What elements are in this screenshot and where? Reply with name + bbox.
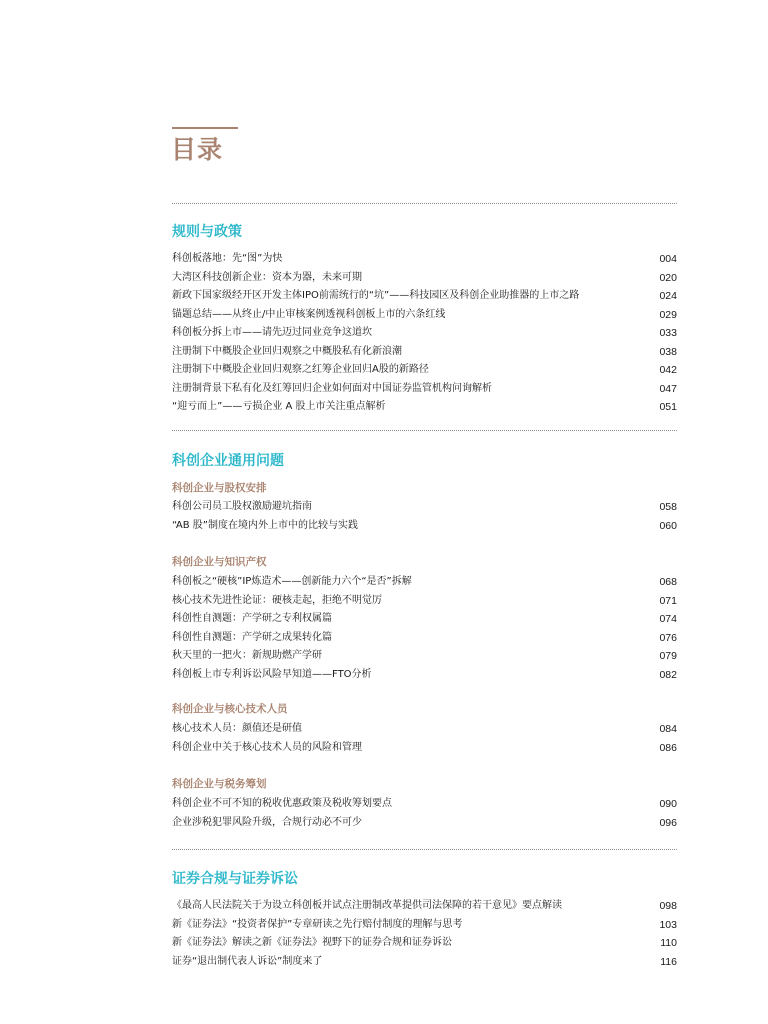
toc-entry-page: 042 [659,364,677,376]
toc-entry[interactable] [172,269,677,288]
toc-entry-title: 大湾区科技创新企业：资本为器，未来可期 [172,271,362,283]
toc-entry-title: 新政下国家级经开区开发主体IPO前需统行的“坑”——科技园区及科创企业助推器的上市之路 [172,290,580,301]
toc-entry-title: 新《证券法》“投资者保护”专章研读之先行赔付制度的理解与思考 [172,918,463,930]
toc-entry-page: 116 [660,955,677,968]
toc-entry-page: 076 [659,631,677,644]
toc-entry-page: 110 [660,937,677,949]
toc-entry[interactable] [172,666,677,685]
section-divider [172,203,677,204]
toc-entry[interactable] [172,306,677,325]
toc-entry-page: 079 [659,650,677,662]
subsection-title-ip: 科创企业与知识产权 [172,556,267,568]
toc-entry-page: 020 [659,271,677,284]
toc-entry[interactable] [172,287,677,306]
toc-entry[interactable] [172,592,677,611]
toc-entry-page: 082 [659,668,677,681]
toc-entry-page: 096 [659,816,677,829]
title-rule [172,127,238,129]
toc-entry[interactable] [172,610,677,629]
subsection-title-tax: 科创企业与税务筹划 [172,778,267,790]
toc-entry-title: 科创公司员工股权激励避坑指南 [172,501,312,512]
toc-entry[interactable] [172,629,677,648]
toc-entry-title: “迎亏而上”——亏损企业 A 股上市关注重点解析 [172,401,386,412]
toc-entry-title: 科创板分拆上市——请先迈过同业竞争这道坎 [172,327,372,338]
toc-entry-page: 071 [659,594,677,607]
toc-entry-page: 038 [659,345,677,358]
toc-entry[interactable] [172,517,677,536]
toc-entry[interactable] [172,795,677,814]
toc-entry-page: 098 [659,900,677,912]
toc-entry-page: 068 [659,576,677,588]
toc-entry[interactable] [172,647,677,666]
toc-list-ip [172,573,677,684]
section-title-securities-compliance: 证券合规与证券诉讼 [172,871,298,887]
toc-entry-page: 029 [659,308,677,321]
toc-entry[interactable] [172,361,677,380]
toc-list-equity [172,498,677,535]
section-divider [172,849,677,850]
toc-entry-title: 科创板之“硬核”IP炼造术——创新能力六个“是否”拆解 [172,576,412,587]
toc-entry-title: 企业涉税犯罪风险升级，合规行动必不可少 [172,816,362,828]
toc-entry-title: 新《证券法》解读之新《证券法》视野下的证券合规和证券诉讼 [172,937,452,948]
toc-entry-page: 004 [659,253,677,265]
subsection-title-core-tech-staff: 科创企业与核心技术人员 [172,703,288,715]
toc-entry-page: 051 [659,401,677,413]
toc-list-rules-policy [172,250,677,417]
toc-entry[interactable] [172,739,677,758]
toc-entry-title: 核心技术先进性论证：硬核走起，拒绝不明觉厉 [172,594,382,606]
toc-entry-title: 证券“退出制代表人诉讼”制度来了 [172,955,323,967]
toc-entry-title: “AB 股”制度在境内外上市中的比较与实践 [172,519,358,531]
toc-entry-title: 科创企业不可不知的税收优惠政策及税收筹划要点 [172,798,392,809]
toc-entry-page: 047 [659,382,677,395]
toc-list-securities-compliance [172,897,677,971]
toc-entry[interactable] [172,720,677,739]
toc-entry-title: 科创板落地：先“图”为快 [172,253,283,264]
toc-entry-page: 086 [659,741,677,754]
toc-entry[interactable] [172,498,677,517]
toc-entry[interactable] [172,953,677,972]
toc-entry[interactable] [172,934,677,953]
toc-entry-page: 090 [659,798,677,810]
toc-entry-title: 科创性自测题：产学研之成果转化篇 [172,631,332,643]
toc-entry[interactable] [172,814,677,833]
toc-entry-title: 科创板上市专利诉讼风险早知道——FTO分析 [172,668,372,680]
toc-entry[interactable] [172,398,677,417]
toc-entry-title: 科创企业中关于核心技术人员的风险和管理 [172,741,362,753]
toc-entry-title: 注册制下中概股企业回归观察之红筹企业回归A股的新路径 [172,364,429,375]
toc-entry[interactable] [172,324,677,343]
toc-entry-page: 084 [659,723,677,735]
toc-entry-page: 058 [659,501,677,513]
toc-entry-title: 注册制下中概股企业回归观察之中概股私有化新浪潮 [172,345,402,357]
toc-entry-title: 核心技术人员：颜值还是研值 [172,723,302,734]
toc-entry-page: 074 [659,613,677,625]
section-divider [172,430,677,431]
subsection-title-equity: 科创企业与股权安排 [172,482,267,494]
toc-entry[interactable] [172,343,677,362]
toc-entry-title: 锚题总结——从终止/中止审核案例透视科创板上市的六条红线 [172,308,446,320]
toc-entry-title: 秋天里的一把火：新规助燃产学研 [172,650,322,661]
toc-entry-page: 024 [659,290,677,302]
toc-entry[interactable] [172,897,677,916]
toc-list-core-tech-staff [172,720,677,757]
toc-entry[interactable] [172,916,677,935]
toc-entry-title: 注册制背景下私有化及红筹回归企业如何面对中国证券监管机构问询解析 [172,382,492,394]
toc-entry[interactable] [172,250,677,269]
toc-entry-title: 科创性自测题：产学研之专利权属篇 [172,613,332,624]
toc-entry[interactable] [172,573,677,592]
toc-entry-page: 033 [659,327,677,339]
toc-list-tax [172,795,677,832]
toc-entry-page: 060 [659,519,677,532]
toc-entry-title: 《最高人民法院关于为设立科创板并试点注册制改革提供司法保障的若干意见》要点解读 [172,900,562,911]
toc-entry-page: 103 [659,918,677,931]
section-title-general-issues: 科创企业通用问题 [172,453,284,469]
toc-entry[interactable] [172,380,677,399]
page-title: 目录 [171,135,224,164]
section-title-rules-policy: 规则与政策 [172,224,242,240]
